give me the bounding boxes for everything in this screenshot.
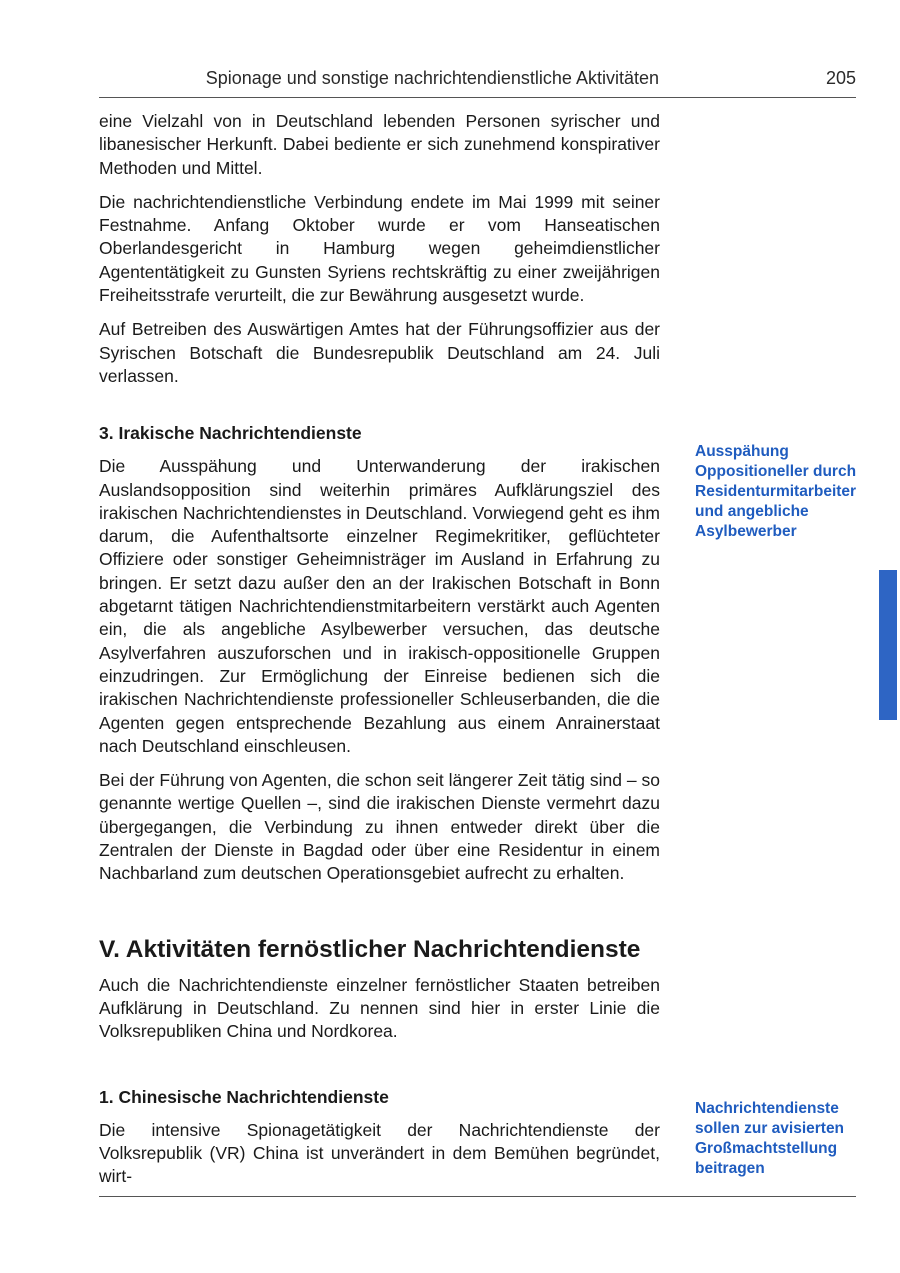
chapter-heading-far-east: V. Aktivitäten fernöstlicher Nachrichtendienste	[99, 935, 641, 963]
main-text-column	[99, 110, 660, 1199]
margin-note-iraq: Ausspähung Oppositioneller durch Residenturmitarbeiter und angebliche Asylbewerber	[695, 443, 857, 540]
running-title: Spionage und sonstige nachrichtendienstliche Aktivitäten	[205, 68, 659, 88]
page-header	[99, 66, 856, 98]
chapter-thumb-tab	[879, 570, 897, 720]
section-heading-china: 1. Chinesische Nachrichtendienste	[99, 1086, 389, 1107]
paragraph: Die Ausspähung und Unterwanderung der irakischen Auslandsopposition sind weiterhin primäres Aufklärungsziel des irakischen Nachrichtendienstes in Deutschland. Vorwiegend geht es ihm darum, die Aufenthaltsorte einzelner Regimekritiker, geflüchteter Offiziere oder sonstiger Geheimnisträger im Ausland in Erfahrung zu bringen. Er setzt dazu außer den an der Irakischen Botschaft in Bonn abgetarnt tätigen Nachrichtendienstmitarbeitern verstärkt auch Agenten ein, die als angebliche Asylbewerber versuchen, das deutsche Asylverfahren auszuforschen und in irakisch-oppositionelle Gruppen einzudringen. Zur Ermöglichung der Einreise bedienen sich die irakischen Nachrichtendienste professioneller Schleuserbanden, die die Agenten gegen entsprechende Bezahlung aus einem Anrainerstaat nach Deutschland einschleusen.	[99, 456, 660, 756]
page-number: 205	[825, 68, 856, 88]
paragraph: Auf Betreiben des Auswärtigen Amtes hat der Führungsoffizier aus der Syrischen Botschaft die Bundesrepublik Deutschland am 24. Juli verlassen.	[99, 319, 660, 386]
paragraph: Bei der Führung von Agenten, die schon seit längerer Zeit tätig sind – so genannte wertige Quellen –, sind die irakischen Dienste vermehrt dazu übergegangen, die Verbindung zu ihnen entweder direkt über die Zentralen der Dienste in Bagdad oder über eine Residentur in einem Nachbarland zum deutschen Operationsgebiet aufrecht zu erhalten.	[99, 770, 660, 884]
paragraph: Auch die Nachrichtendienste einzelner fernöstlicher Staaten betreiben Aufklärung in Deutschland. Zu nennen sind hier in erster Linie die Volksrepubliken China und Nordkorea.	[99, 974, 660, 1042]
paragraph: Die intensive Spionagetätigkeit der Nachrichtendienste der Volksrepublik (VR) China ist unverändert in dem Bemühen begründet, wirt-	[99, 1119, 660, 1187]
paragraph: eine Vielzahl von in Deutschland lebenden Personen syrischer und libanesischer Herkunft. Dabei bediente er sich zunehmend konspirativer Methoden und Mittel.	[99, 111, 660, 178]
margin-note-china: Nachrichtendienste sollen zur avisierten Großmachtstellung beitragen	[695, 1100, 845, 1177]
section-heading-iraq: 3. Irakische Nachrichtendienste	[99, 423, 362, 444]
paragraph: Die nachrichtendienstliche Verbindung endete im Mai 1999 mit seiner Festnahme. Anfang Oktober wurde er vom Hanseatischen Oberlandesgericht in Hamburg wegen geheimdienstlicher Agententätigkeit zu Gunsten Syriens rechtskräftig zu einer zweijährigen Freiheitsstrafe verurteilt, die zur Bewährung ausgesetzt wurde.	[99, 191, 660, 306]
footer-rule	[99, 1196, 856, 1197]
